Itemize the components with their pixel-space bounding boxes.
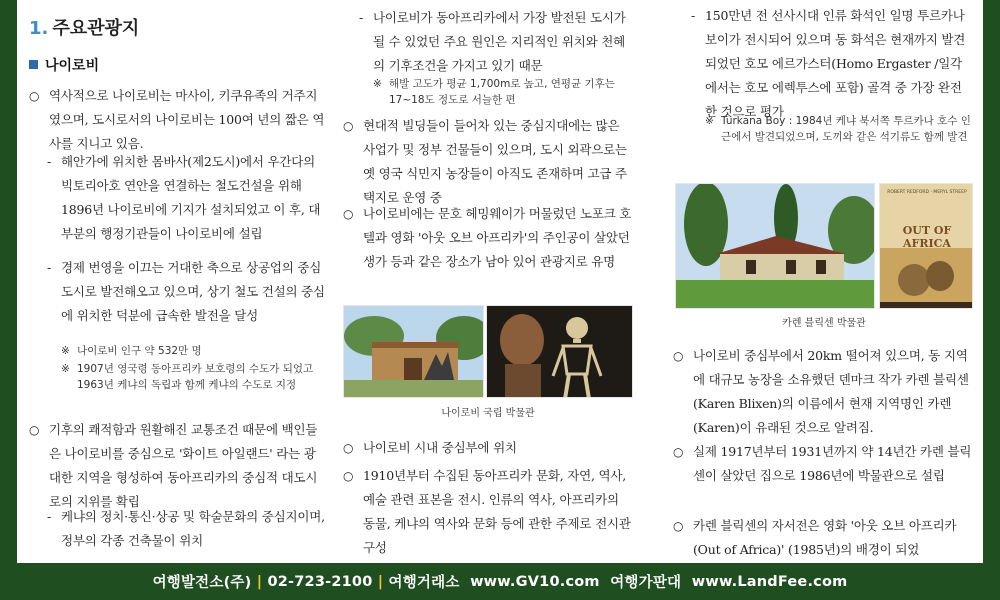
footer-bar — [0, 563, 1000, 600]
poster-top-text: ROBERT REDFORD · MERYL STREEP — [887, 190, 967, 195]
dash-paragraph: - 경제 번영을 이끄는 거대한 축으로 상공업의 중심도시로 발전해오고 있으며, 상기 철도 건설의 중심에 위치한 덕분에 급속한 발전을 달성 — [47, 256, 325, 328]
column-right — [673, 0, 973, 563]
column-left — [17, 0, 329, 563]
photo-caption: 카렌 블릭센 박물관 — [782, 318, 866, 329]
footnote: ※ Turkana Boy : 1984년 케냐 북서쪽 투르카나 호수 인근에서 발견되었으며, 도끼와 같은 석기류도 함께 발견 — [705, 113, 971, 145]
poster-title: OUT OF AFRICA — [902, 224, 952, 250]
bullet-paragraph: ○ 기후의 쾌적함과 원활해진 교통조건 때문에 백인들은 나이로비를 중심으로 '화이트 아일랜드' 라는 광대한 지역을 형성하여 동아프리카의 중심적 대도시로의 지위를 확립 — [29, 418, 325, 514]
bullet-paragraph: ○ 나이로비 시내 중심부에 위치 — [343, 436, 633, 460]
document-page — [17, 0, 983, 563]
footer-company: 여행발전소(주) — [152, 575, 252, 591]
footnote: ※ 1907년 영국령 동아프리카 보호령의 수도가 되었고 1963년 케냐의 독립과 함께 케냐의 수도로 지정 — [61, 361, 325, 393]
footer-phone[interactable]: 02-723-2100 — [267, 573, 373, 590]
museum-building-image — [344, 306, 484, 398]
footnote: ※ 나이로비 인구 약 532만 명 — [61, 343, 325, 359]
footer-price-link[interactable]: www.LandFee.com — [691, 573, 848, 590]
square-bullet-icon — [29, 60, 38, 69]
section-number: 1. — [29, 18, 49, 39]
photo-caption: 나이로비 국립 박물관 — [441, 408, 535, 419]
karen-blixen-house-photo — [675, 183, 875, 309]
footnote: ※ 해발 고도가 평균 1,700m로 높고, 연평균 기후는 17~18도 정도로 서늘한 편 — [373, 76, 631, 108]
bullet-paragraph: ○ 카렌 블릭센의 자서전은 영화 '아웃 오브 아프리카(Out of Africa)' (1985년)의 배경이 되었 — [673, 514, 973, 562]
bullet-paragraph: ○ 현대적 빌딩들이 들어차 있는 중심지대에는 많은 사업가 및 정부 건물들이 있으며, 도시 외곽으로는 옛 영국 식민지 농장들이 아직도 존재하며 고급 주택지로 운영 중 — [343, 114, 633, 210]
bullet-paragraph: ○ 역사적으로 나이로비는 마사이, 키쿠유족의 거주지였으며, 도시로서의 나이로비는 100여 년의 짧은 역사를 지니고 있음. — [29, 84, 325, 156]
bullet-paragraph: ○ 나이로비에는 문호 헤밍웨이가 머물렀던 노포크 호텔과 영화 '아웃 오브 아프리카'의 주인공이 살았던 생가 등과 같은 장소가 남아 있어 관광지로 유명 — [343, 202, 633, 274]
footer-price-label: 여행가판대 — [610, 575, 682, 591]
dash-paragraph: - 케냐의 정치·통신·상공 및 학술문화의 중심지이며, 정부의 각종 건축물이 위치 — [47, 505, 325, 553]
dash-paragraph: - 나이로비가 동아프리카에서 가장 발전된 도시가 될 수 있었던 주요 원인은 지리적인 위치와 천혜의 기후조건을 가지고 있기 때문 — [359, 6, 633, 78]
footer-separator: | — [377, 573, 384, 590]
dash-paragraph: - 해안가에 위치한 몸바사(제2도시)에서 우간다의 빅토리아호 연안을 연결하는 철도건설을 위해 1896년 나이로비에 기지가 설치되었고 이 후, 대부분의 행정기관들이 나이로비에 설립 — [47, 150, 325, 246]
out-of-africa-poster — [879, 183, 973, 309]
section-title — [29, 14, 139, 40]
subsection-title-text: 나이로비 — [45, 58, 100, 74]
section-title-text: 주요관광지 — [52, 18, 140, 39]
footer-exchange-link[interactable]: www.GV10.com — [470, 573, 600, 590]
museum-building-photo — [343, 305, 484, 398]
skeleton-image — [487, 306, 633, 398]
bullet-paragraph: ○ 1910년부터 수집된 동아프리카 문화, 자연, 역사, 예술 관련 표본을 전시. 인류의 역사, 아프리카의 동물, 케냐의 역사와 문화 등에 관한 주제로 전시관 구성 — [343, 464, 633, 560]
bullet-paragraph: ○ 실제 1917년부터 1931년까지 약 14년간 카렌 블릭센이 살았던 집으로 1986년에 박물관으로 설립 — [673, 440, 973, 488]
house-image — [676, 184, 875, 309]
column-middle — [343, 0, 633, 563]
bullet-paragraph: ○ 나이로비 중심부에서 20km 떨어져 있으며, 동 지역에 대규모 농장을 소유했던 덴마크 작가 카렌 블릭센(Karen Blixen)의 이름에서 현재 지역명인 카렌(Karen)이 유래된 것으로 알려짐. — [673, 344, 973, 440]
dash-paragraph: - 150만년 전 선사시대 인류 화석인 일명 투르카나 보이가 전시되어 있으며 동 화석은 현재까지 발견되었던 호모 에르가스터(Homo Ergaster /일각에서는 호모 에렉투스에 포함) 골격 중 가장 완전한 것으로 평가 — [691, 4, 973, 124]
footer-exchange-label: 여행거래소 — [388, 575, 460, 591]
turkana-boy-skeleton-photo — [486, 305, 633, 398]
footer-separator: | — [256, 573, 263, 590]
subsection-title — [29, 55, 99, 75]
